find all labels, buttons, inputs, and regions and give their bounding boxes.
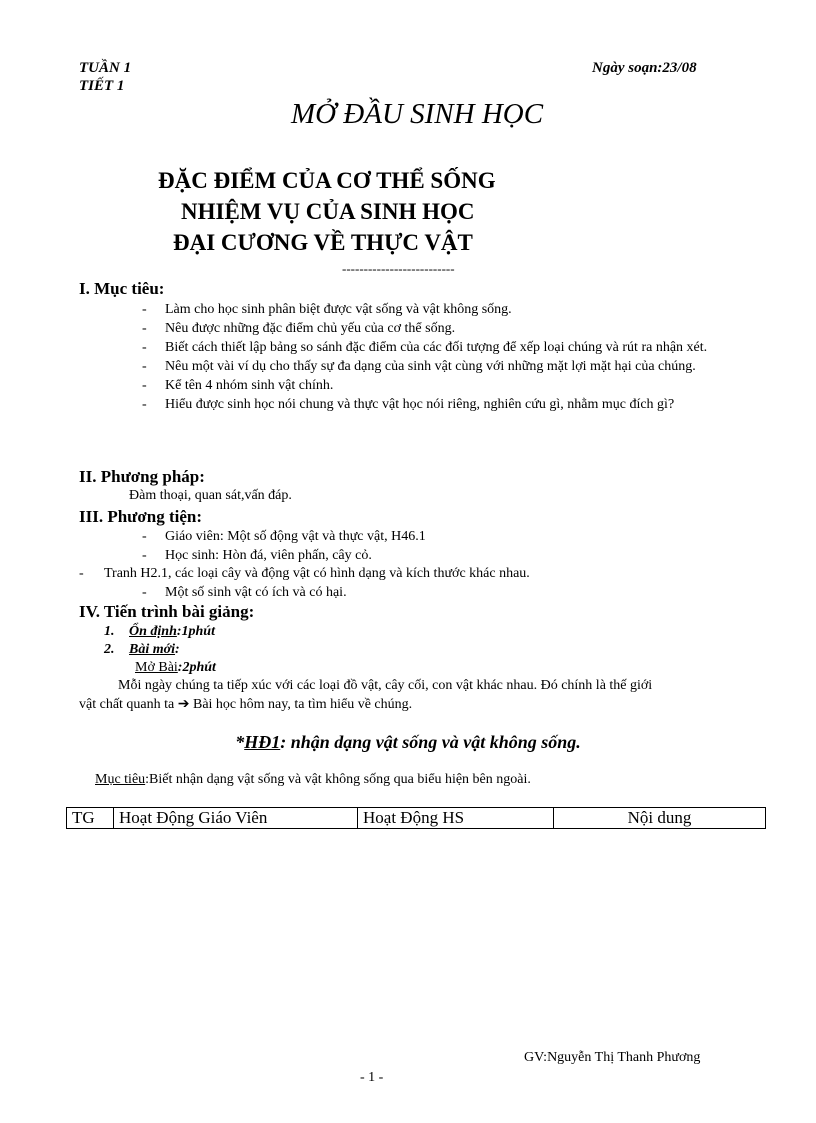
step-2-number: 2. [104,642,115,657]
activity-label: HĐ1 [244,732,281,752]
step-2 [129,642,180,658]
list-item: - Một số sinh vật có ích và có hại. [138,584,758,601]
page-title: MỞ ĐẦU SINH HỌC [290,98,544,130]
list-item: - Giáo viên: Một số động vật và thực vật, H46.1 [138,528,758,545]
table-header-time: TG [67,808,114,829]
step-2-label: Bài mới [129,642,176,657]
methods-text: Đàm thoại, quan sát,vấn đáp. [129,488,292,503]
step-1-label: Ổn định [129,624,177,639]
lesson-label: TIẾT 1 [79,78,125,94]
table-header-content: Nội dung [554,808,766,829]
activity-objective-text: :Biết nhận dạng vật sống và vật không sống qua biểu hiện bên ngoài. [145,772,531,787]
teacher-name: GV:Nguyễn Thị Thanh Phương [524,1050,701,1065]
week-label: TUẦN 1 [79,60,132,76]
list-item: - Hiểu được sinh học nói chung và thực vật học nói riêng, nghiên cứu gì, nhằm mục đích gì? [138,396,758,413]
step-1-time: :1phút [176,624,215,639]
activity-title [0,732,816,753]
section-heading-procedure: IV. Tiến trình bài giảng: [79,602,255,621]
step-1-number: 1. [104,624,115,639]
activity-title-text: : nhận dạng vật sống và vật không sống. [280,732,581,752]
activity-objective [95,772,531,788]
list-item: - Biết cách thiết lập bảng so sánh đặc điểm của các đối tượng để xếp loại chúng và rút ra nhận xét. [138,339,758,356]
list-item: - Làm cho học sinh phân biệt được vật sống và vật không sống. [138,301,758,318]
intro-line-1: Mỗi ngày chúng ta tiếp xúc với các loại đồ vật, cây cối, con vật khác nhau. Đó chính là thế giới [118,678,653,693]
intro-label: Mở Bài [135,660,178,675]
intro-line-2 [79,696,412,713]
list-item: - Kể tên 4 nhóm sinh vật chính. [138,377,758,394]
materials-list-2 [138,584,758,603]
subtitle-3: ĐẠI CƯƠNG VỀ THỰC VẬT [173,230,473,255]
intro-time: :2phút [177,660,216,675]
section-heading-objectives: I. Mục tiêu: [79,279,165,298]
list-item: - Nêu một vài ví dụ cho thấy sự đa dạng của sinh vật cùng với những mặt lợi mặt hại của chúng. [138,358,758,375]
section-heading-materials: III. Phương tiện: [79,507,203,526]
table-header-teacher: Hoạt Động Giáo Viên [114,808,358,829]
page-number: - 1 - [360,1070,384,1085]
lesson-plan-table [66,807,766,829]
step-2-colon: : [175,642,180,657]
table-header-student: Hoạt Động HS [358,808,554,829]
table-header-row [67,808,766,829]
intro-line-2b: Bài học hôm nay, ta tìm hiểu về chúng. [192,697,413,712]
activity-star: * [235,732,245,752]
step-1 [129,624,215,640]
section-heading-methods: II. Phương pháp: [79,467,205,486]
arrow-icon: ➔ [177,697,190,712]
list-item: - Học sinh: Hòn đá, viên phấn, cây cỏ. [138,547,758,564]
list-item: - Nêu được những đặc điểm chủ yếu của cơ thể sống. [138,320,758,337]
objectives-list [138,301,758,415]
materials-extra-line: Tranh H2.1, các loại cây và động vật có hình dạng và kích thước khác nhau. [104,566,530,581]
prep-date: Ngày soạn:23/08 [592,60,697,76]
subtitle-1: ĐẶC ĐIỂM CỦA CƠ THỂ SỐNG [158,168,496,193]
separator: -------------------------- [342,261,455,276]
activity-objective-label: Mục tiêu [95,772,146,787]
subtitle-2: NHIỆM VỤ CỦA SINH HỌC [181,199,475,224]
materials-list [138,528,758,566]
intro-line-2a: vật chất quanh ta [79,697,175,712]
intro-heading [135,660,216,676]
materials-extra-dash: - [79,566,84,581]
